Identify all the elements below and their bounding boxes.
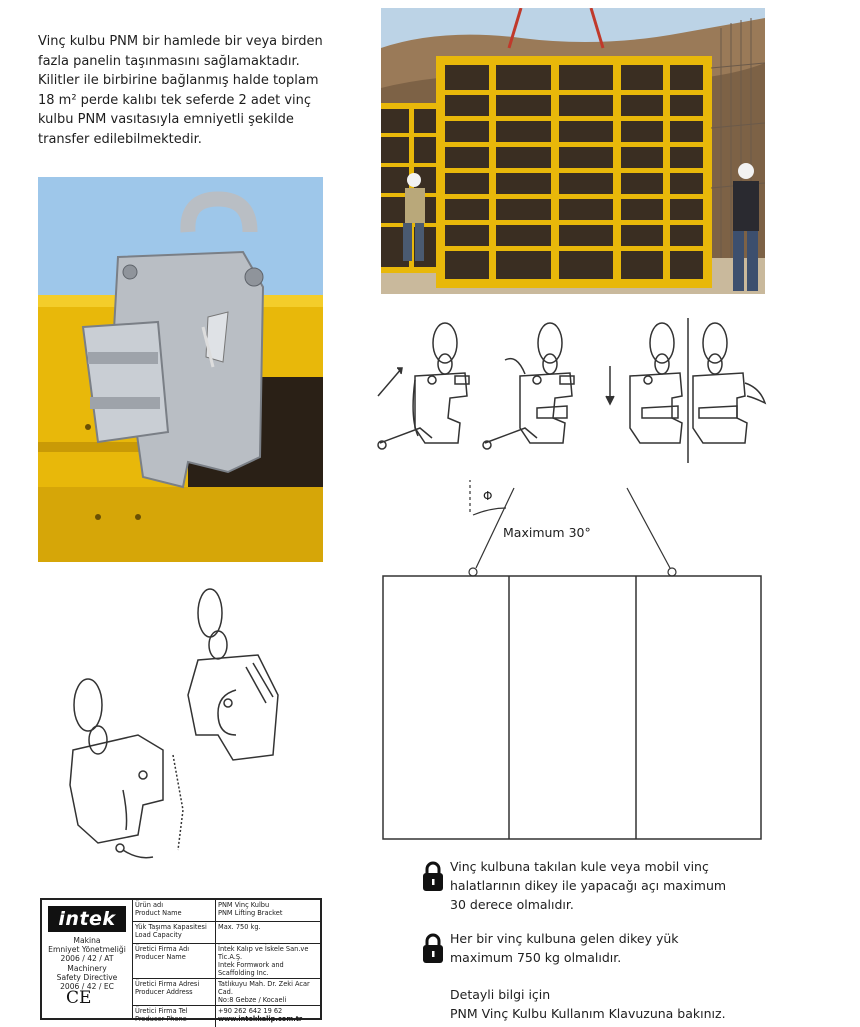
row-value-en: Intek Formwork and Scaffolding Inc. — [218, 961, 318, 977]
intro-line: Kilitler ile birbirine bağlanmış halde toplam — [38, 71, 338, 91]
max-angle-label: Maximum 30° — [503, 525, 591, 540]
directive-line: Machinery — [44, 964, 130, 973]
safety-note-angle — [450, 857, 770, 914]
row-value-en: No:8 Gebze / Kocaeli — [218, 996, 318, 1004]
row-key-en: Product Name — [135, 909, 213, 917]
intro-line: fazla panelin taşınmasını sağlamaktadır. — [38, 52, 338, 72]
note-line: Detayli bilgi için — [450, 985, 780, 1004]
intro-line: transfer edilebilmektedir. — [38, 130, 338, 150]
plate-table — [133, 900, 320, 1027]
row-key-en: Producer Address — [135, 988, 213, 996]
directive-line: 2006 / 42 / EC — [44, 982, 130, 991]
lock-icon — [422, 932, 444, 968]
detail-reference — [450, 985, 780, 1023]
note-line: maximum 750 kg olmalıdır. — [450, 948, 770, 967]
construction-site-photo — [381, 8, 765, 294]
plate-logo-column — [42, 900, 133, 1018]
row-value: Tatlıkuyu Mah. Dr. Zeki Acar Cad. — [218, 980, 318, 996]
directive-line: Safety Directive — [44, 973, 130, 982]
row-key: Üretici Firma Adresi — [135, 980, 213, 988]
note-line: halatlarının dikey ile yapacağı açı maximum — [450, 876, 770, 895]
table-row — [133, 922, 320, 944]
table-row — [133, 944, 320, 979]
row-value: PNM Vinç Kulbu — [218, 901, 318, 909]
panel-lifting-diagram — [380, 480, 765, 842]
note-line: 30 derece olmalıdır. — [450, 895, 770, 914]
table-row — [133, 979, 320, 1006]
row-value-en: PNM Lifting Bracket — [218, 909, 318, 917]
directive-line: Emniyet Yönetmeliği — [44, 945, 130, 954]
row-key: Yük Taşıma Kapasitesi — [135, 923, 213, 931]
row-key-en: Load Capacity — [135, 931, 213, 939]
bracket-operation-diagram — [370, 318, 770, 463]
note-line: Her bir vinç kulbuna gelen dikey yük — [450, 929, 770, 948]
row-value-en: www.intekkalip.com.tr — [218, 1015, 318, 1023]
table-row — [133, 900, 320, 922]
intro-line: kulbu PNM vasıtasıyla emniyetli şekilde — [38, 110, 338, 130]
intek-logo: intek — [48, 906, 126, 932]
directive-text — [44, 936, 130, 991]
intro-line: 18 m² perde kalıbı tek seferde 2 adet vinç — [38, 91, 338, 111]
row-value: +90 262 642 19 62 — [218, 1007, 318, 1015]
row-key: Üretici Firma Adı — [135, 945, 213, 953]
directive-line: 2006 / 42 / AT — [44, 954, 130, 963]
intro-paragraph — [38, 32, 338, 149]
ce-mark: CE — [66, 988, 91, 1008]
intro-line: Vinç kulbu PNM bir hamlede bir veya birden — [38, 32, 338, 52]
angle-symbol: Φ — [483, 489, 492, 503]
row-key: Üretici Firma Tel — [135, 1007, 213, 1015]
row-key: Ürün adı — [135, 901, 213, 909]
safety-note-load — [450, 929, 770, 967]
note-line: PNM Vinç Kulbu Kullanım Klavuzuna bakınız. — [450, 1004, 780, 1023]
row-value: Max. 750 kg. — [218, 923, 318, 931]
directive-line: Makina — [44, 936, 130, 945]
note-line: Vinç kulbuna takılan kule veya mobil vinç — [450, 857, 770, 876]
product-data-plate — [40, 898, 322, 1020]
lock-icon — [422, 860, 444, 896]
bracket-closeup-photo — [38, 177, 323, 562]
row-value: İntek Kalıp ve İskele San.ve Tic.A.Ş. — [218, 945, 318, 961]
row-key-en: Producer Name — [135, 953, 213, 961]
row-key-en: Producer Phone — [135, 1015, 213, 1023]
bracket-perspective-illustration — [68, 585, 313, 885]
